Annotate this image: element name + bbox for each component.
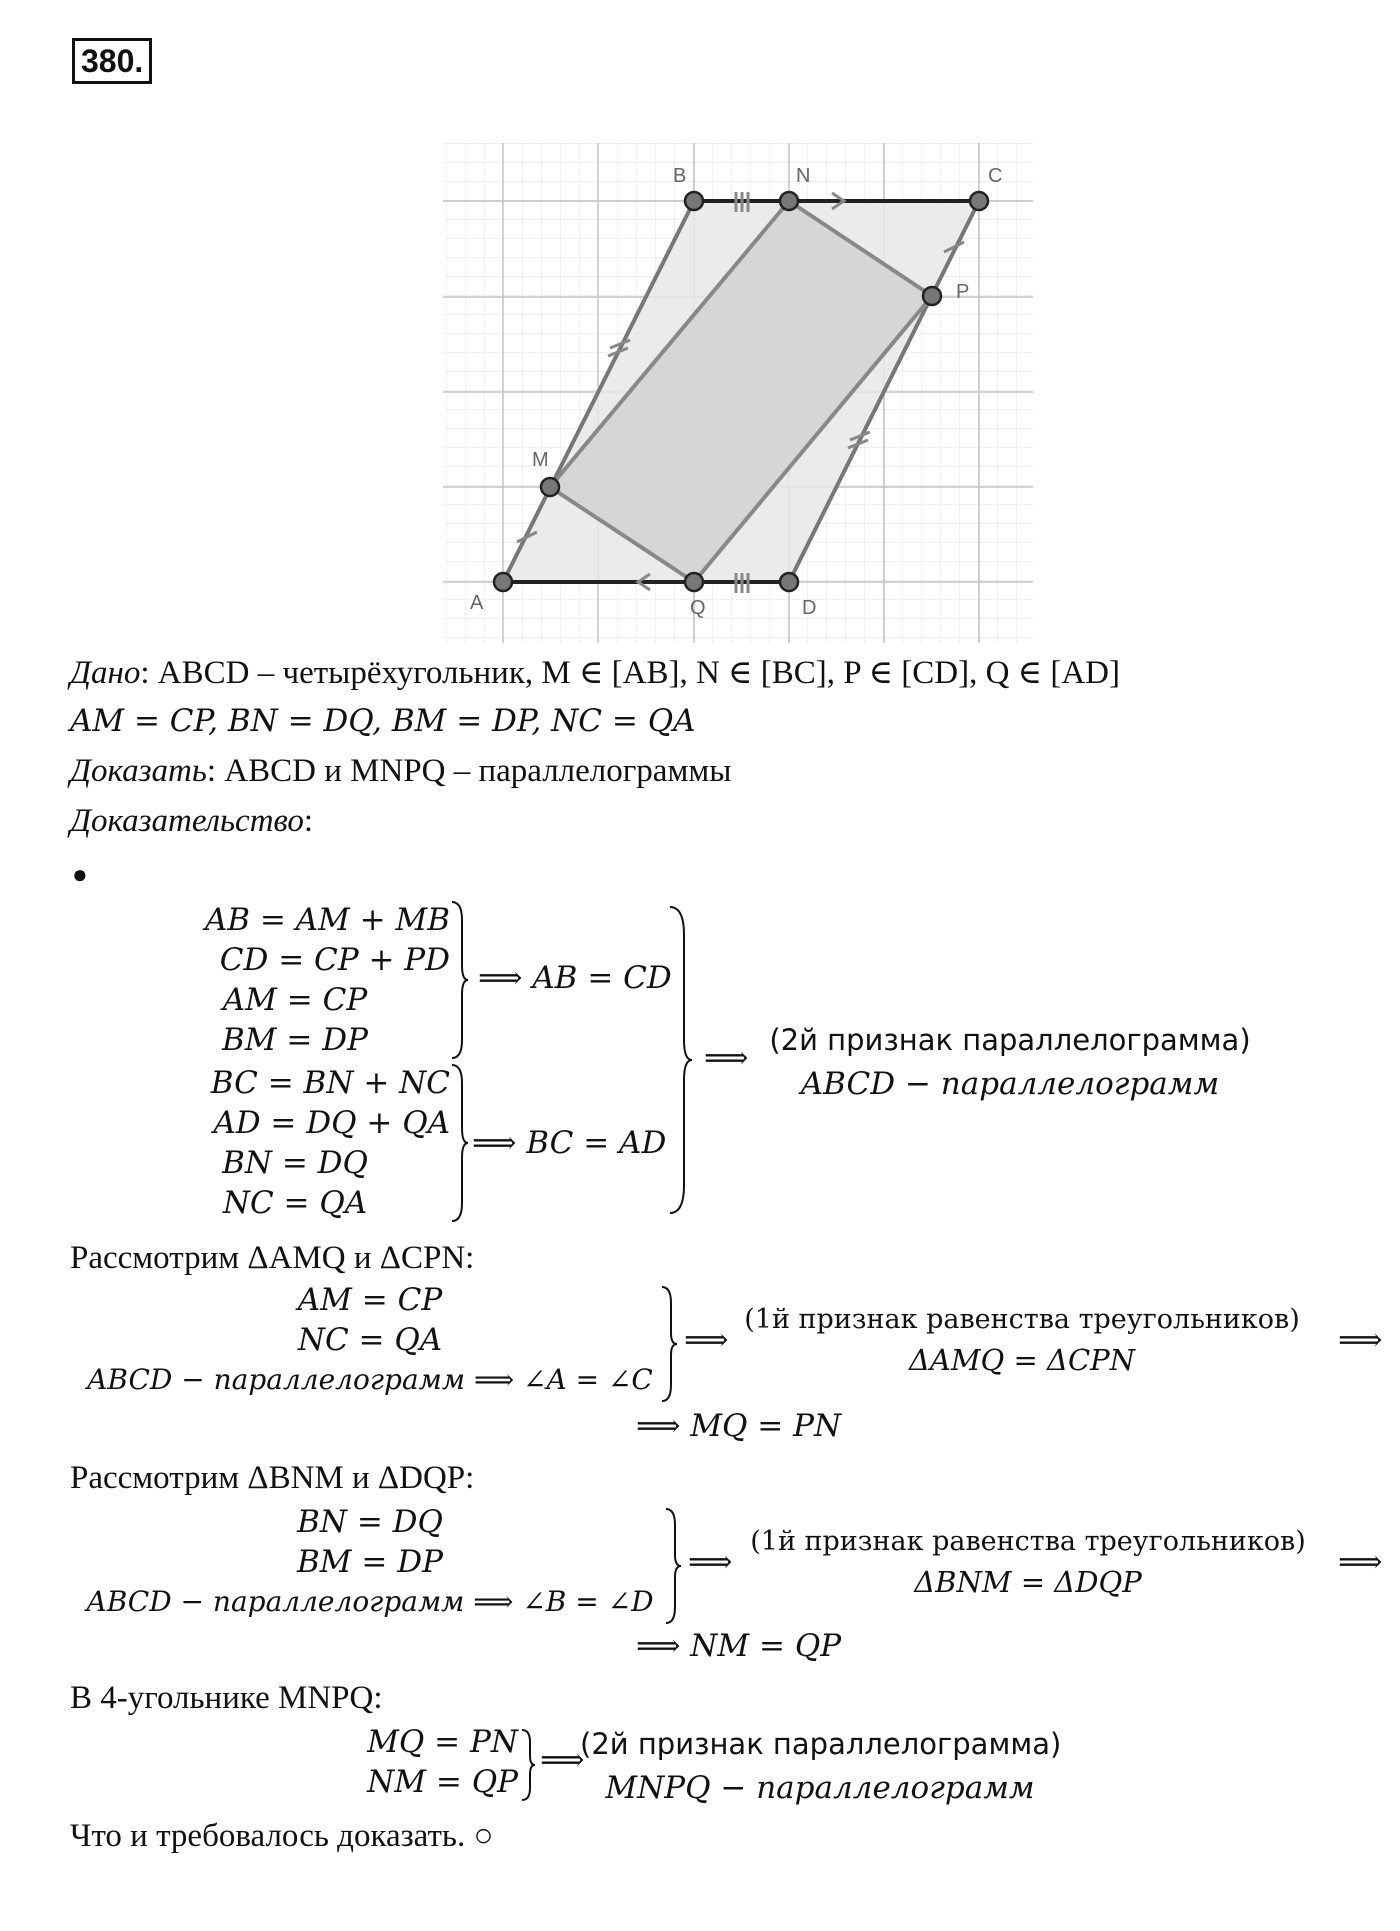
block1-group2 [160, 1063, 450, 1223]
equation: CD = CP + PD [219, 942, 450, 978]
label-q: Q [690, 597, 706, 619]
block3-arrow-end: ⟹ [1338, 1544, 1383, 1580]
consider-1: Рассмотрим ΔAMQ и ΔCPN: [70, 1240, 475, 1276]
block4-arrow: ⟹ [540, 1742, 585, 1778]
equation: ABCD − параллелограмм ⟹ ∠A = ∠C [87, 1363, 653, 1396]
label-d: D [802, 597, 817, 619]
conclusion-reason: (2й признак параллелограмма) [769, 1023, 1251, 1057]
proof-colon: : [303, 803, 314, 839]
given-text: : ABCD – четырёхугольник, M ∈ [AB], N ∈ [BC], P ∈ [CD], Q ∈ [AD] [140, 655, 1120, 691]
block2-lines [80, 1280, 660, 1400]
equation: BM = DP [222, 1022, 368, 1058]
block2-result: ⟹ MQ = PN [636, 1408, 842, 1444]
conclusion-result: MNPQ − параллелограмм [605, 1770, 1035, 1806]
block1-arrow: ⟹ [704, 1040, 749, 1076]
block3-conclusion [728, 1522, 1328, 1602]
block2-arrow-end: ⟹ [1338, 1322, 1383, 1358]
block2-arrow: ⟹ [684, 1322, 729, 1358]
label-m: M [532, 449, 549, 471]
block3-result: ⟹ NM = QP [636, 1628, 842, 1664]
equation: BN = DQ [222, 1145, 368, 1181]
conclusion-result: ΔBNM = ΔDQP [914, 1565, 1142, 1599]
equation: NC = QA [222, 1185, 368, 1221]
problem-number: 380. [72, 38, 152, 84]
equation: AM = CP [297, 1282, 443, 1318]
geometry-figure [440, 140, 1040, 650]
block2-conclusion [722, 1300, 1322, 1380]
conclusion-result: ABCD − параллелограмм [800, 1066, 1220, 1102]
quad-intro: В 4-угольнике MNPQ: [70, 1680, 383, 1716]
given-label: Дано [70, 655, 141, 691]
label-a: A [470, 592, 484, 614]
brace-right [520, 1728, 538, 1802]
block1-group1 [160, 900, 450, 1060]
bullet: ● [72, 860, 88, 889]
proof-line [70, 803, 313, 840]
equation: NC = QA [297, 1322, 443, 1358]
conclusion-reason: (1й признак равенства треугольников) [744, 1304, 1300, 1335]
block1-result1: ⟹ AB = CD [478, 960, 672, 996]
label-n: N [796, 165, 811, 187]
equation: AD = DQ + QA [213, 1105, 450, 1141]
prove-text: : ABCD и MNPQ – параллелограммы [206, 753, 732, 789]
brace-right [660, 1285, 680, 1403]
label-p: P [956, 281, 970, 303]
block3-arrow: ⟹ [688, 1544, 733, 1580]
big-brace-right [668, 905, 694, 1215]
end-text: Что и требовалось доказать. ○ [70, 1818, 494, 1854]
equation: BM = DP [297, 1544, 443, 1580]
equation: ABCD − параллелограмм ⟹ ∠B = ∠D [86, 1585, 654, 1618]
block1-conclusion [740, 1018, 1280, 1106]
given-line-2: AM = CP, BN = DQ, BM = DP, NC = QA [70, 703, 696, 739]
block3-lines [80, 1502, 660, 1622]
equation: AB = AM + MB [204, 902, 450, 938]
brace-right [450, 1063, 470, 1223]
conclusion-result: ΔAMQ = ΔCPN [908, 1343, 1136, 1377]
block1-result2: ⟹ BC = AD [472, 1125, 667, 1161]
prove-label: Доказать [70, 753, 207, 789]
proof-label: Доказательство [70, 803, 304, 839]
conclusion-reason: (2й признак параллелограмма) [580, 1727, 1062, 1761]
brace-right [450, 900, 470, 1060]
block4-conclusion [580, 1722, 1060, 1810]
prove-line [70, 753, 731, 790]
equation: NM = QP [367, 1764, 518, 1800]
equation: MQ = PN [367, 1724, 518, 1760]
label-b: B [673, 165, 687, 187]
conclusion-reason: (1й признак равенства треугольников) [750, 1526, 1306, 1557]
given-line-1 [70, 652, 1120, 692]
equation: BC = BN + NC [210, 1065, 450, 1101]
block4-lines [300, 1722, 518, 1802]
equation: BN = DQ [297, 1504, 443, 1540]
label-c: C [988, 165, 1003, 187]
brace-right [664, 1507, 684, 1625]
equation: AM = CP [222, 982, 368, 1018]
consider-2: Рассмотрим ΔBNM и ΔDQP: [70, 1460, 475, 1496]
